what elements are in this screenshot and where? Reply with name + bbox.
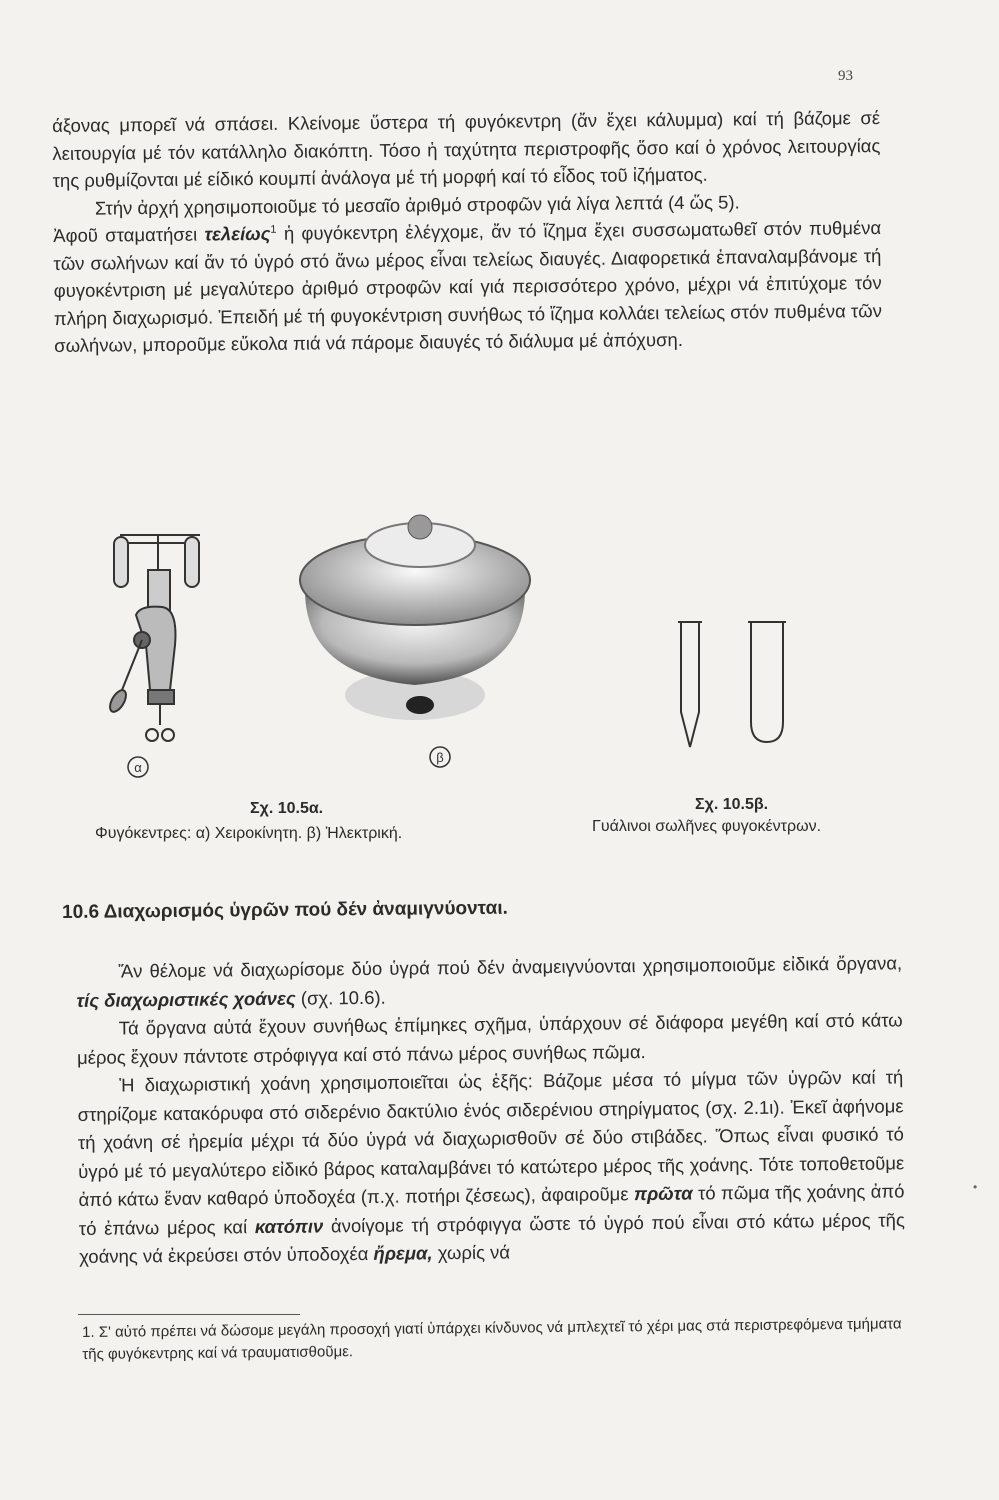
- emphasis-separatory-funnels: τίς διαχωριστικές χοάνες: [76, 987, 296, 1011]
- intro-paragraph-3: Ἀφοῦ σταματήσει τελείως$^1$ ἡ φυγόκεντρη ἐλέγχομε, ἄν τό ἴζημα ἔχει συσσωματωθεῖ στόν πυθμένα τῶν σωλήνων καί ἄν τό ὑγρό στό ἄνω μέρος εἶναι τελείως διαυγές. Διαφορετικά ἐπαναλαμβάνομε τή φυγοκέντριση μέ μεγαλύτερο ἀριθμό στροφῶν καί γιά περισσότερο χρόνο, μέχρι νά ἐπιτύχομε τόν πλήρη διαχωρισμό. Ἐπειδή μέ τή φυγοκέντριση συνήθως τό ἴζημα κολλάει τελείως στόν πυθμένα τῶν σωλήνων, μποροῦμε εὔκολα πιά νά πάρομε διαυγές τό διάλυμα μέ ἀπόχυση.: [53, 217, 883, 356]
- intro-paragraph-1: άξονας μπορεῖ νά σπάσει. Κλείνομε ὕστερα τή φυγόκεντρη (ἄν ἔχει κάλυμμα) καί τή βάζομε σέ λειτουργία μέ τόν κατάλληλο διακόπτη. Τόσο ἡ ταχύτητα περιστροφῆς ὅσο καί ὁ χρόνος λειτουργίας της ρυθμίζονται μέ είδικό κουμπί ἀνάλογα μέ τή μορφή καί τό εἶδος τοῦ ἰζήματος.: [52, 107, 881, 191]
- section-heading: 10.6 Διαχωρισμός ὑγρῶν πού δέν ἀναμιγνύονται.: [62, 897, 508, 923]
- marker-b-label: β: [436, 750, 444, 765]
- section-body: [76, 949, 905, 1271]
- footnote-ref: 1: [270, 223, 277, 236]
- footnote-divider: [78, 1314, 300, 1315]
- figure-a-caption: Φυγόκεντρες: α) Χειροκίνητη. β) Ἠλεκτρική.: [95, 825, 403, 842]
- conical-tube-illustration: [675, 617, 705, 752]
- emphasis-gently: ἤρεμα,: [373, 1242, 433, 1264]
- hand-centrifuge-illustration: [100, 515, 220, 750]
- electric-centrifuge-illustration: [285, 505, 545, 735]
- figure-b-label: Σχ. 10.5β.: [695, 796, 769, 813]
- emphasis-first: πρῶτα: [633, 1182, 693, 1205]
- intro-text: [52, 104, 882, 359]
- figure-a-label: Σχ. 10.5α.: [250, 800, 324, 817]
- marker-a-label: α: [134, 760, 142, 775]
- intro-paragraph-2: Στήν ἀρχή χρησιμοποιοῦμε τό μεσαῖο ἀριθμό στροφῶν γιά λίγα λεπτά (4 ὥς 5).: [94, 190, 740, 219]
- section-paragraph-2: Τά ὄργανα αὐτά ἔχουν συνήθως ἐπίμηκες σχῆμα, ὑπάρχουν σέ διάφορα μεγέθη καί στό κάτω μέρος ἔχουν πάντοτε στρόφιγγα καί στό πάνω μέρος συνήθως πῶμα.: [76, 1009, 903, 1068]
- page-number: 93: [838, 68, 853, 84]
- marker-a-circle: [126, 755, 150, 779]
- section-paragraph-3: Ἡ διαχωριστική χοάνη χρησιμοποιεῖται ὡς ἑξῆς: Βάζομε μέσα τό μίγμα τῶν ὑγρῶν καί τή στηρίζομε κατακόρυφα στό σιδερένιο δακτύλιο ἑνός σιδερένιου στηρίγματος (σχ. 2.1ι). Ἐκεῖ ἀφήνομε τή χοάνη σέ ἠρεμία μέχρι τά δύο ὑγρά νά διαχωρισθοῦν σέ δύο στιβάδες. Ὅπως εἶναι φυσικό τό ὑγρό μέ τό μεγαλύτερο εἰδικό βάρος καταλαμβάνει τό κατώτερο μέρος τῆς χοάνης. Τότε τοποθετοῦμε ἀπό κάτω ἕναν καθαρό ὑποδοχέα (π.χ. ποτήρι ζέσεως), ἀφαιροῦμε πρῶτα τό πῶμα τῆς χοάνης ἀπό τό ἐπάνω μέρος καί κατόπιν ἀνοίγομε τή στρόφιγγα ὥστε τό ὑγρό πού εἶναι στό κάτω μέρος τῆς χοάνης νά ἐκρεύσει στόν ὑποδοχέα ἤρεμα, χωρίς νά: [77, 1066, 905, 1267]
- figures-area: [90, 505, 910, 805]
- round-tube-illustration: [745, 617, 790, 747]
- emphasis-then: κατόπιν: [254, 1214, 324, 1237]
- margin-mark: •: [973, 1180, 978, 1194]
- marker-b-circle: [428, 745, 452, 769]
- footnote: 1. Σ' αὐτό πρέπει νά δώσομε μεγάλη προσοχή γιατί ὑπάρχει κίνδυνος νά μπλεχτεῖ τό χέρι μας στά περιστρεφόμενα τμήματα τῆς φυγόκεντρης καί νά τραυματισθοῦμε.: [82, 1315, 902, 1363]
- section-paragraph-1: Ἄν θέλομε νά διαχωρίσομε δύο ὑγρά πού δέν ἀναμειγνύονται χρησιμοποιοῦμε εἰδικά ὄργανα, τίς διαχωριστικές χοάνες (σχ. 10.6).: [76, 952, 903, 1011]
- figure-b-caption: Γυάλινοι σωλῆνες φυγοκέντρων.: [592, 818, 822, 835]
- emphasis-teleios: τελείως: [204, 222, 271, 245]
